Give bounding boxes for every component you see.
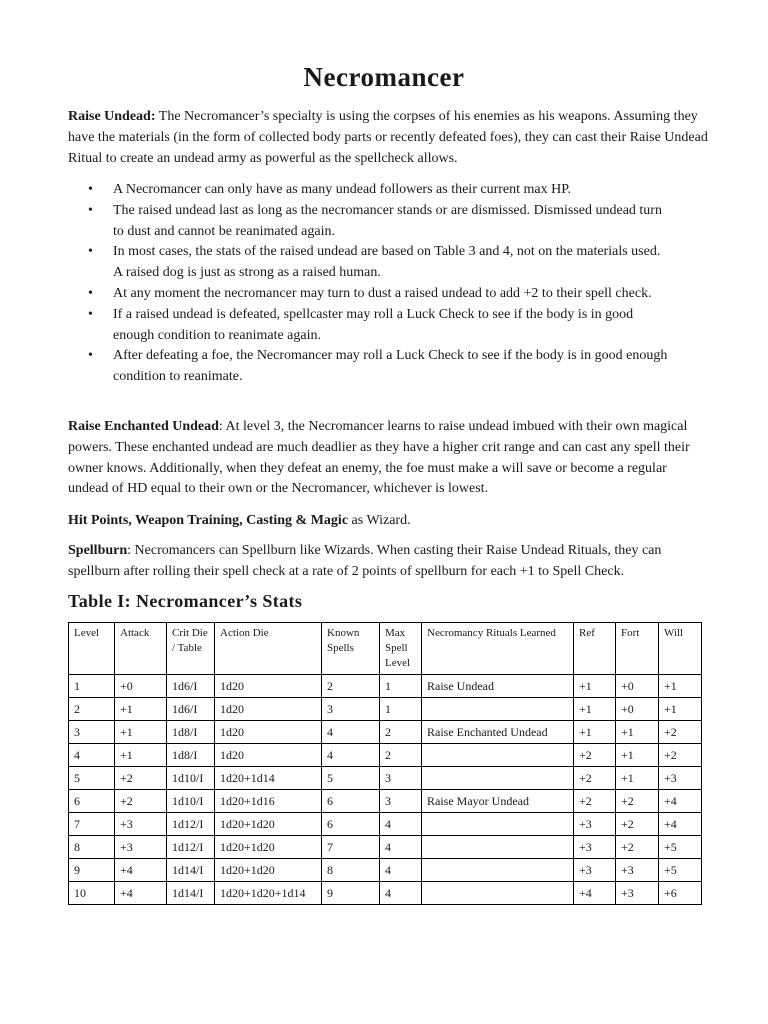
cell-max-spell-level: 4 bbox=[380, 859, 422, 882]
table-header-row bbox=[69, 623, 702, 675]
cell-will: +4 bbox=[659, 790, 702, 813]
cell-max-spell-level: 3 bbox=[380, 790, 422, 813]
list-item: • The raised undead last as long as the necromancer stands or are dismissed. Dismissed undead turn to dust and cannot be reanimated again. bbox=[68, 201, 668, 243]
cell-level: 8 bbox=[69, 836, 115, 859]
column-header-attack: Attack bbox=[115, 623, 167, 675]
cell-crit-die: 1d12/I bbox=[167, 813, 215, 836]
cell-level: 3 bbox=[69, 721, 115, 744]
cell-ref: +4 bbox=[574, 882, 616, 905]
cell-attack: +1 bbox=[115, 721, 167, 744]
cell-will: +1 bbox=[659, 698, 702, 721]
cell-crit-die: 1d8/I bbox=[167, 744, 215, 767]
cell-fort: +0 bbox=[616, 698, 659, 721]
cell-level: 2 bbox=[69, 698, 115, 721]
cell-known-spells: 3 bbox=[322, 698, 380, 721]
cell-rituals bbox=[422, 767, 574, 790]
hit-points-label: Hit Points, Weapon Training, Casting & Magic bbox=[68, 513, 349, 528]
cell-max-spell-level: 2 bbox=[380, 744, 422, 767]
cell-fort: +2 bbox=[616, 790, 659, 813]
cell-fort: +3 bbox=[616, 882, 659, 905]
cell-attack: +0 bbox=[115, 675, 167, 698]
cell-ref: +1 bbox=[574, 675, 616, 698]
table-row bbox=[69, 698, 702, 721]
list-item: • If a raised undead is defeated, spellcaster may roll a Luck Check to see if the body is in good enough condition to reanimate again. bbox=[68, 305, 668, 347]
cell-level: 1 bbox=[69, 675, 115, 698]
cell-max-spell-level: 2 bbox=[380, 721, 422, 744]
cell-rituals: Raise Enchanted Undead bbox=[422, 721, 574, 744]
cell-attack: +3 bbox=[115, 836, 167, 859]
cell-ref: +2 bbox=[574, 744, 616, 767]
column-header-fort: Fort bbox=[616, 623, 659, 675]
cell-rituals: Raise Undead bbox=[422, 675, 574, 698]
raise-enchanted-text: : At level 3, the Necromancer learns to raise undead imbued with their own magical powers. These enchanted undead are much deadlier as they have a higher crit range and can cast any spell their owner knows. Additionally, when they defeat an enemy, the foe must make a will save or become a regular undead of HD equal to their own or the Necromancer, whichever is lowest. bbox=[68, 419, 690, 497]
cell-crit-die: 1d8/I bbox=[167, 721, 215, 744]
cell-fort: +2 bbox=[616, 813, 659, 836]
cell-attack: +1 bbox=[115, 744, 167, 767]
table-row bbox=[69, 790, 702, 813]
table-row bbox=[69, 675, 702, 698]
cell-action-die: 1d20+1d20 bbox=[215, 813, 322, 836]
cell-attack: +4 bbox=[115, 882, 167, 905]
column-header-max-spell-level: Max Spell Level bbox=[380, 623, 422, 675]
table-row bbox=[69, 882, 702, 905]
list-item: • At any moment the necromancer may turn to dust a raised undead to add +2 to their spell check. bbox=[68, 284, 668, 305]
cell-known-spells: 5 bbox=[322, 767, 380, 790]
cell-action-die: 1d20+1d20+1d14 bbox=[215, 882, 322, 905]
table-body bbox=[69, 675, 702, 905]
cell-level: 5 bbox=[69, 767, 115, 790]
cell-will: +2 bbox=[659, 744, 702, 767]
spellburn-label: Spellburn bbox=[68, 543, 128, 558]
raise-enchanted-label: Raise Enchanted Undead bbox=[68, 419, 219, 434]
cell-crit-die: 1d14/I bbox=[167, 859, 215, 882]
column-header-crit-die: Crit Die / Table bbox=[167, 623, 215, 675]
cell-max-spell-level: 4 bbox=[380, 836, 422, 859]
cell-fort: +0 bbox=[616, 675, 659, 698]
cell-level: 9 bbox=[69, 859, 115, 882]
cell-fort: +1 bbox=[616, 744, 659, 767]
cell-will: +2 bbox=[659, 721, 702, 744]
cell-fort: +3 bbox=[616, 859, 659, 882]
hit-points-paragraph bbox=[68, 511, 708, 532]
cell-attack: +2 bbox=[115, 790, 167, 813]
table-row bbox=[69, 721, 702, 744]
cell-ref: +1 bbox=[574, 721, 616, 744]
column-header-will: Will bbox=[659, 623, 702, 675]
cell-will: +6 bbox=[659, 882, 702, 905]
cell-max-spell-level: 4 bbox=[380, 882, 422, 905]
table-row bbox=[69, 836, 702, 859]
cell-ref: +2 bbox=[574, 790, 616, 813]
raise-undead-paragraph bbox=[68, 107, 708, 169]
cell-rituals bbox=[422, 836, 574, 859]
column-header-action-die: Action Die bbox=[215, 623, 322, 675]
cell-crit-die: 1d10/I bbox=[167, 790, 215, 813]
cell-rituals bbox=[422, 813, 574, 836]
cell-will: +5 bbox=[659, 859, 702, 882]
cell-attack: +2 bbox=[115, 767, 167, 790]
hit-points-text: as Wizard. bbox=[348, 513, 411, 528]
cell-attack: +3 bbox=[115, 813, 167, 836]
cell-fort: +1 bbox=[616, 767, 659, 790]
cell-ref: +3 bbox=[574, 813, 616, 836]
cell-ref: +2 bbox=[574, 767, 616, 790]
table-row bbox=[69, 767, 702, 790]
cell-action-die: 1d20 bbox=[215, 721, 322, 744]
list-item: • A Necromancer can only have as many undead followers as their current max HP. bbox=[68, 180, 668, 201]
cell-rituals bbox=[422, 744, 574, 767]
table-row bbox=[69, 813, 702, 836]
cell-action-die: 1d20 bbox=[215, 698, 322, 721]
cell-ref: +3 bbox=[574, 836, 616, 859]
cell-max-spell-level: 1 bbox=[380, 698, 422, 721]
cell-rituals bbox=[422, 859, 574, 882]
cell-attack: +4 bbox=[115, 859, 167, 882]
column-header-ref: Ref bbox=[574, 623, 616, 675]
cell-rituals: Raise Mayor Undead bbox=[422, 790, 574, 813]
cell-crit-die: 1d6/I bbox=[167, 675, 215, 698]
cell-known-spells: 4 bbox=[322, 744, 380, 767]
column-header-known-spells: Known Spells bbox=[322, 623, 380, 675]
cell-action-die: 1d20 bbox=[215, 675, 322, 698]
table-row bbox=[69, 744, 702, 767]
cell-level: 6 bbox=[69, 790, 115, 813]
cell-known-spells: 7 bbox=[322, 836, 380, 859]
cell-level: 4 bbox=[69, 744, 115, 767]
cell-action-die: 1d20+1d16 bbox=[215, 790, 322, 813]
cell-known-spells: 9 bbox=[322, 882, 380, 905]
cell-crit-die: 1d14/I bbox=[167, 882, 215, 905]
cell-crit-die: 1d10/I bbox=[167, 767, 215, 790]
column-header-level: Level bbox=[69, 623, 115, 675]
cell-fort: +1 bbox=[616, 721, 659, 744]
necromancer-stats-table bbox=[68, 622, 702, 905]
cell-will: +3 bbox=[659, 767, 702, 790]
cell-will: +4 bbox=[659, 813, 702, 836]
cell-crit-die: 1d6/I bbox=[167, 698, 215, 721]
cell-will: +1 bbox=[659, 675, 702, 698]
cell-fort: +2 bbox=[616, 836, 659, 859]
page-title: Necromancer bbox=[303, 62, 465, 92]
spellburn-paragraph bbox=[68, 541, 708, 583]
list-item: • After defeating a foe, the Necromancer may roll a Luck Check to see if the body is in good enough condition to reanimate. bbox=[68, 346, 668, 388]
raise-enchanted-paragraph bbox=[68, 417, 708, 500]
cell-action-die: 1d20+1d20 bbox=[215, 836, 322, 859]
cell-action-die: 1d20+1d20 bbox=[215, 859, 322, 882]
raise-undead-label: Raise Undead: bbox=[68, 109, 156, 124]
table-row bbox=[69, 859, 702, 882]
table-title: Table I: Necromancer’s Stats bbox=[68, 591, 303, 611]
cell-level: 10 bbox=[69, 882, 115, 905]
raise-undead-rules-list bbox=[68, 180, 668, 388]
cell-attack: +1 bbox=[115, 698, 167, 721]
cell-max-spell-level: 1 bbox=[380, 675, 422, 698]
list-item: • In most cases, the stats of the raised undead are based on Table 3 and 4, not on the materials used. A raised dog is just as strong as a raised human. bbox=[68, 242, 668, 284]
cell-crit-die: 1d12/I bbox=[167, 836, 215, 859]
cell-max-spell-level: 4 bbox=[380, 813, 422, 836]
cell-will: +5 bbox=[659, 836, 702, 859]
cell-rituals bbox=[422, 698, 574, 721]
cell-known-spells: 8 bbox=[322, 859, 380, 882]
cell-action-die: 1d20 bbox=[215, 744, 322, 767]
cell-known-spells: 2 bbox=[322, 675, 380, 698]
cell-known-spells: 6 bbox=[322, 790, 380, 813]
cell-max-spell-level: 3 bbox=[380, 767, 422, 790]
cell-ref: +3 bbox=[574, 859, 616, 882]
cell-level: 7 bbox=[69, 813, 115, 836]
raise-undead-text: The Necromancer’s specialty is using the corpses of his enemies as his weapons. Assuming they have the materials (in the form of collected body parts or recently defeated foes), they can cast their Raise Undead Ritual to create an undead army as powerful as the spellcheck allows. bbox=[68, 109, 708, 166]
cell-known-spells: 6 bbox=[322, 813, 380, 836]
cell-rituals bbox=[422, 882, 574, 905]
spellburn-text: : Necromancers can Spellburn like Wizards. When casting their Raise Undead Rituals, they can spellburn after rolling their spell check at a rate of 2 points of spellburn for each +1 to Spell Check. bbox=[68, 543, 662, 579]
cell-action-die: 1d20+1d14 bbox=[215, 767, 322, 790]
cell-ref: +1 bbox=[574, 698, 616, 721]
cell-known-spells: 4 bbox=[322, 721, 380, 744]
column-header-rituals: Necromancy Rituals Learned bbox=[422, 623, 574, 675]
